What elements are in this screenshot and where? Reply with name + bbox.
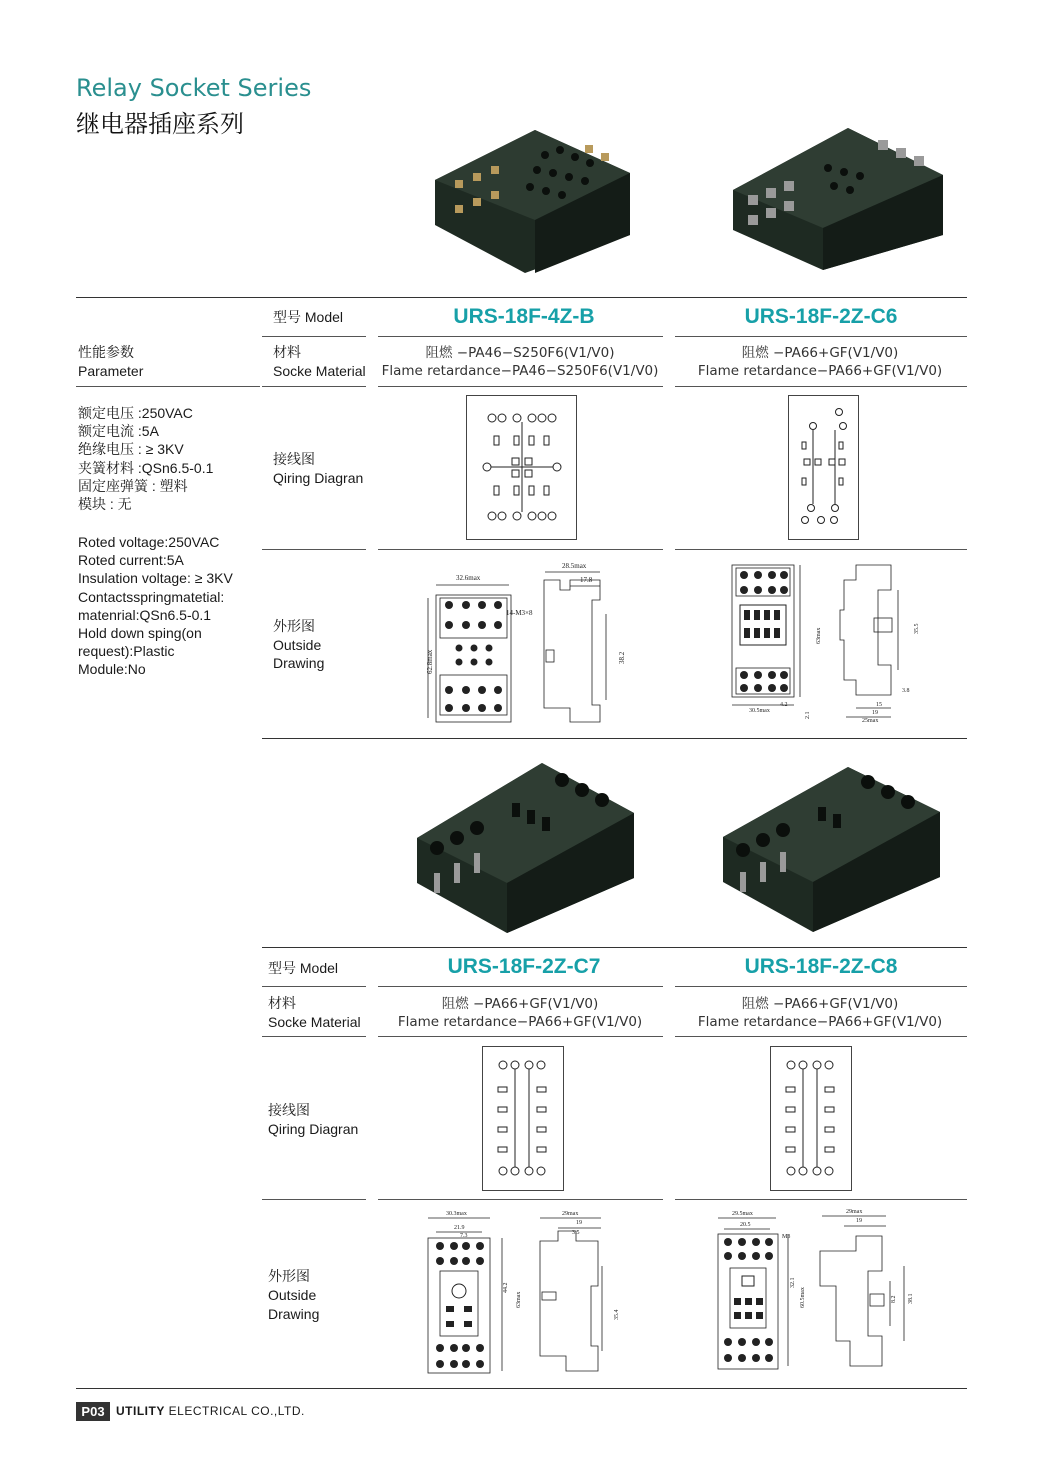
outside-drawing-4z-b-front [414, 560, 544, 730]
rule [262, 1036, 366, 1037]
dim-label: 17.8 [580, 576, 593, 584]
outside-drawing-2z-c7-side [536, 1206, 620, 1376]
wiring-diagram-2z-c8 [770, 1046, 852, 1191]
outside-label-en: Outside [273, 637, 322, 653]
material-label-en: Socke Material [268, 1014, 361, 1030]
rule [675, 386, 967, 387]
material-label-cn: 材料 [273, 345, 301, 361]
dim-label: 19 [856, 1218, 862, 1224]
rule [262, 549, 366, 550]
parameters-en [78, 533, 233, 679]
dim-label: 19 [576, 1220, 582, 1226]
rule [675, 336, 967, 337]
dim-label: 29.5max [732, 1211, 753, 1217]
param-line: Roted voltage:250VAC [78, 534, 220, 550]
rule [262, 386, 366, 387]
rule [378, 549, 663, 550]
wiring-diagram-4z-b [466, 395, 577, 540]
dim-label: 35.5 [914, 623, 920, 634]
dim-label: 29max [562, 1211, 579, 1217]
outside-drawing-2z-c8-side [816, 1206, 914, 1376]
model-name: URS-18F-2Z-C7 [447, 955, 601, 978]
parameters-cn [78, 404, 213, 513]
param-label-en: Parameter [78, 363, 144, 379]
param-line: 额定电压 :250VAC [78, 405, 193, 421]
dim-label: 2.1 [805, 711, 811, 719]
socket-photo-2z-c6 [728, 120, 948, 270]
model-label: 型号 Model [273, 309, 344, 326]
material-text: 阻燃 −PA66+GF(V1/V0) Flame retardance−PA66+GF(V1/V0) [697, 996, 943, 1030]
dim-label: 25max [862, 718, 879, 724]
model-name: URS-18F-4Z-B [453, 305, 595, 328]
rule [76, 386, 260, 387]
outside-drawing-2z-c8-front [714, 1206, 814, 1376]
param-line: request):Plastic [78, 643, 175, 660]
outside-label-cn: 外形图 [273, 619, 315, 635]
material-label-cn: 材料 [268, 996, 296, 1012]
outside-drawing-2z-c6-front [724, 560, 824, 730]
dim-label: 60.5max [800, 1287, 806, 1308]
wiring-diagram-2z-c6 [788, 395, 859, 540]
dim-label: 14-M3×8 [506, 609, 533, 617]
param-line: Contactsspringmatetial: [78, 588, 225, 605]
param-line: Module:No [78, 661, 146, 678]
rule [262, 947, 967, 948]
series-title-cn: 继电器插座系列 [76, 110, 244, 138]
dim-label: 38.2 [618, 651, 626, 664]
param-line: 绝缘电压 : ≥ 3KV [78, 441, 184, 458]
dim-label: 35.4 [614, 1309, 620, 1320]
dim-label: 4.2 [780, 702, 788, 708]
param-line: Hold down sping(on [78, 625, 202, 642]
model-name: URS-18F-2Z-C6 [744, 305, 898, 328]
param-line: matenrial:QSn6.5-0.1 [78, 606, 212, 623]
socket-photo-2z-c7 [412, 758, 637, 933]
param-line: Roted current:5A [78, 552, 184, 569]
rule [675, 549, 967, 550]
dim-label: 21.9 [454, 1225, 465, 1231]
outside-label-en2: Drawing [268, 1306, 320, 1322]
material-text: 阻燃 −PA66+GF(V1/V0) Flame retardance−PA66+GF(V1/V0) [697, 345, 943, 379]
rule [675, 1199, 967, 1200]
rule [262, 1199, 366, 1200]
dim-label: 63max [516, 1291, 522, 1308]
wiring-diagram-2z-c7 [482, 1046, 564, 1191]
dim-label: 15 [876, 702, 882, 708]
param-label-cn: 性能参数 [78, 345, 134, 361]
rule-bottom [76, 1388, 967, 1389]
dim-label: 30.5max [749, 708, 770, 714]
outside-label-cn: 外形图 [268, 1269, 310, 1285]
dim-label: 32.6max [456, 574, 481, 582]
rule [378, 1199, 663, 1200]
dim-label: 44.2 [503, 1282, 509, 1293]
dim-label: 8.2 [891, 1295, 897, 1303]
param-line: Insulation voltage: ≥ 3KV [78, 570, 233, 587]
rule [262, 336, 366, 337]
param-line: 固定座弹簧 : 塑料 [78, 477, 188, 494]
dim-label: 28.5max [562, 562, 587, 570]
param-line: 模块 : 无 [78, 496, 132, 513]
dim-label: 32.1 [790, 1277, 796, 1288]
rule [262, 738, 967, 739]
dim-label: 3.5 [572, 1230, 580, 1236]
dim-label: 62.8max [426, 649, 434, 674]
rule [675, 1036, 967, 1037]
material-text: 阻燃 −PA46−S250F6(V1/V0) Flame retardance−PA46−S250F6(V1/V0) [381, 345, 659, 379]
wiring-label-en: Qiring Diagran [273, 470, 364, 486]
dim-label: 19 [872, 710, 878, 716]
outside-drawing-2z-c7-front [420, 1206, 520, 1376]
page-number-badge: P03 [76, 1402, 110, 1421]
dim-label: 63max [816, 627, 822, 644]
material-label-en: Socke Material [273, 363, 366, 379]
rule [378, 336, 663, 337]
company-name: UTILITY ELECTRICAL CO.,LTD. [116, 1404, 305, 1418]
wiring-label-cn: 接线图 [268, 1103, 310, 1119]
model-name: URS-18F-2Z-C8 [744, 955, 898, 978]
dim-label: 7.3 [460, 1233, 468, 1239]
dim-label: 3.8 [902, 688, 910, 694]
wiring-label-cn: 接线图 [273, 452, 315, 468]
rule [378, 1036, 663, 1037]
material-text: 阻燃 −PA66+GF(V1/V0) Flame retardance−PA66+GF(V1/V0) [397, 996, 643, 1030]
dim-label: 38.1 [908, 1293, 914, 1304]
outside-drawing-2z-c6-side [836, 560, 920, 730]
outside-drawing-4z-b-side [540, 560, 626, 730]
outside-label-en2: Drawing [273, 655, 325, 671]
dim-label: 29max [846, 1209, 863, 1215]
param-line: 夹簧材料 :QSn6.5-0.1 [78, 459, 214, 476]
model-label: 型号 Model [268, 960, 339, 977]
socket-photo-4z-b [425, 125, 635, 273]
series-title-en: Relay Socket Series [76, 74, 312, 102]
rule [675, 986, 967, 987]
param-line: 额定电流 :5A [78, 423, 159, 440]
dim-label: 30.3max [446, 1211, 467, 1217]
socket-photo-2z-c8 [718, 762, 943, 932]
rule [262, 986, 366, 987]
wiring-label-en: Qiring Diagran [268, 1121, 359, 1137]
rule-top [76, 297, 967, 298]
dim-label: M3 [782, 1234, 791, 1240]
rule [378, 986, 663, 987]
outside-label-en: Outside [268, 1287, 317, 1303]
rule [378, 386, 663, 387]
dim-label: 20.5 [740, 1222, 751, 1228]
